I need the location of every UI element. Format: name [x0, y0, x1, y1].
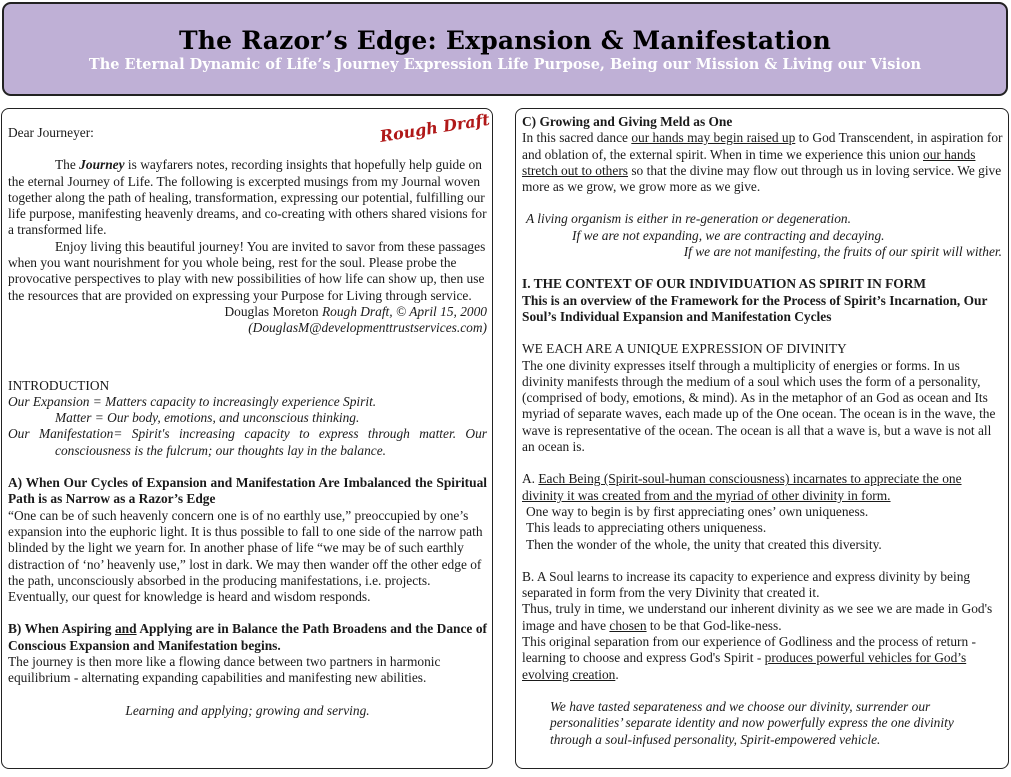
context-heading: I. THE CONTEXT OF OUR INDIVIDUATION AS SPIRIT IN FORM	[522, 276, 927, 292]
closing-line: Learning and applying; growing and serving.	[125, 702, 370, 718]
page-subtitle: The Eternal Dynamic of Life’s Journey Expression Life Purpose, Being our Mission & Living our Vision	[88, 56, 922, 73]
rough-draft-stamp: Rough Draft	[378, 109, 491, 146]
intro-paragraph-1: The Journey is wayfarers notes, recording insights that hopefully help guide on the eternal Journey of Life. The following is excerpted musings from my Journal woven together along the path of healing, transformation, expressing our potential, fulfilling our life purpose, manifesting heavenly dreams, and co-creating with others shared visions for a transformed life.	[8, 157, 487, 238]
introduction-heading: INTRODUCTION	[8, 377, 110, 393]
definition-matter: Matter = Our body, emotions, and unconscious thinking.	[55, 410, 360, 426]
signature-email: (DouglasM@developmenttrustservices.com)	[248, 320, 487, 336]
section-c-heading: C) Growing and Giving Meld as One	[522, 114, 733, 129]
page-title: The Razor’s Edge: Expansion & Manifestation	[179, 26, 831, 55]
section-b-heading: B) When Aspiring and Applying are in Balance the Path Broadens and the Dance of Conscious Expansion and Manifestation begins.	[8, 621, 487, 653]
unique-heading: WE EACH ARE A UNIQUE EXPRESSION OF DIVINITY	[522, 341, 847, 357]
right-column-panel	[515, 108, 1009, 769]
header-banner	[2, 2, 1008, 96]
section-b-body: The journey is then more like a flowing dance between two partners in harmonic equilibrium - alternating expanding capabilities and manifesting new abilities.	[8, 654, 441, 686]
point-a: A. Each Being (Spirit-soul-human consciousness) incarnates to appreciate the one divinity it was created from and the myriad of other divinity in form.	[522, 471, 962, 503]
section-a-body: “One can be of such heavenly concern one is of no earthly use,” preoccupied by one’s expansion into the euphoric light. It is thus possible to fall to one side of the narrow path blinded by the light we yearn for. In another phase of life “we may be of such earthly distraction of ‘no’ heavenly use,” lost in dark. We may then wander off the other edge of the path, unconsciously absorbed in the producing manifestations, i.e. projects. Eventually, our quest for knowledge is heard and wisdom responds.	[8, 507, 483, 605]
point-b-3: This original separation from our experience of Godliness and the process of return - learning to choose and express God's Spirit - produces powerful vehicles for God’s evolving creation.	[522, 634, 977, 682]
signature-line: Douglas Moreton Rough Draft, © April 15, 2000	[224, 303, 487, 319]
point-b-2: Thus, truly in time, we understand our inherent divinity as we see we are made in God's image and have chosen to be that God-like-ness.	[522, 601, 993, 633]
point-b-1: B. A Soul learns to increase its capacity to experience and express divinity by being separated in form from the very Divinity that created it.	[522, 568, 971, 601]
salutation: Dear Journeyer:	[8, 125, 94, 140]
unique-body: The one divinity expresses itself through a multiplicity of energies or forms. In us divinity manifests through the medium of a soul which uses the form of a personality, (comprised of body, emotions, & mind). As in the metaphor of an God as ocean and Its myriad of separate waves, each made up of the One ocean. The ocean is in the wave, the wave is representative of the ocean. The ocean is all that a wave is, but a wave is not all an ocean is.	[522, 357, 996, 455]
quote-line-1: A living organism is either in re-generation or degeneration.	[526, 211, 851, 227]
intro-paragraph-2: Enjoy living this beautiful journey! You are invited to savor from these passages when you want nourishment for you whole being, rest for the soul. Please probe the provocative perspectives to play with new possibilities of how life can show up, then use the resources that are provided on expressing your Purpose for Living through service.	[8, 238, 486, 303]
definition-expansion: Our Expansion = Matters capacity to increasingly experience Spirit.	[8, 393, 377, 409]
context-subheading: This is an overview of the Framework for the Process of Spirit’s Incarnation, Our Soul’s Individual Expansion and Manifestation Cycles	[522, 292, 988, 324]
journey-emphasis: Journey	[79, 157, 125, 173]
point-a-line-2: This leads to appreciating others uniqueness.	[526, 520, 767, 536]
definition-manifestation: Our Manifestation= Spirit's increasing capacity to express through matter. Our consciousness is the fulcrum; our thoughts lay in the balance.	[8, 426, 487, 458]
point-a-line-1: One way to begin is by first appreciating ones’ own uniqueness.	[526, 503, 869, 519]
left-column-panel	[1, 108, 493, 769]
quote-line-2: If we are not expanding, we are contracting and decaying.	[572, 227, 885, 243]
point-a-line-3: Then the wonder of the whole, the unity that created this diversity.	[526, 536, 882, 552]
section-c-body: In this sacred dance our hands may begin raised up to God Transcendent, in aspiration for and oblation of, the external spirit. When in time we experience this union our hands stretch out to others so that the divine may flow out through us in loving service. We give more as we grow, we grow more as we give.	[522, 130, 1003, 195]
quote-line-3: If we are not manifesting, the fruits of our spirit will wither.	[683, 244, 1002, 260]
closing-quote: We have tasted separateness and we choose our divinity, surrender our personalities’ separate identity and now powerfully express the one divinity through a soul-infused personality, Spirit-empowered vehicle.	[550, 698, 954, 747]
section-a-heading: A) When Our Cycles of Expansion and Manifestation Are Imbalanced the Spiritual Path is as Narrow as a Razor’s Edge	[8, 475, 487, 507]
